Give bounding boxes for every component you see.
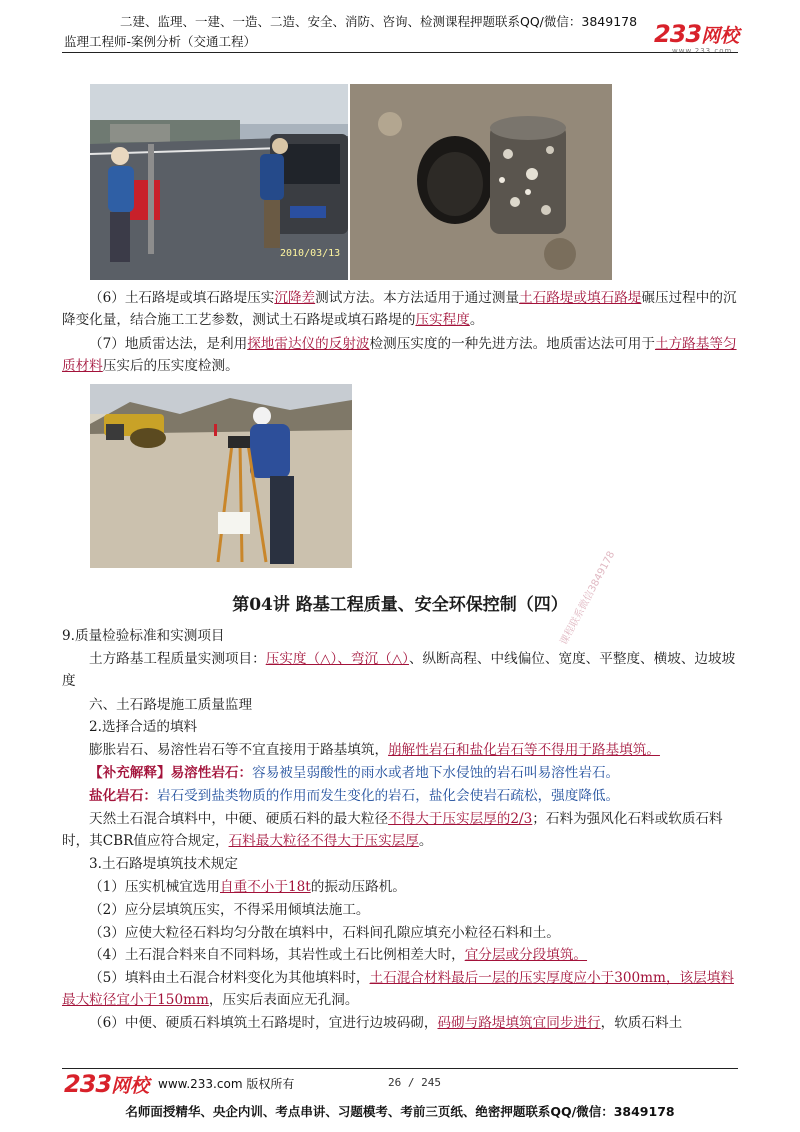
rule-item-2: （2）应分层填筑压实，不得采用倾填法施工。 [89,902,370,918]
photo-date-stamp: 2010/03/13 [280,248,341,259]
section-9-heading: 9.质量检验标准和实测项目 [62,628,225,644]
paragraph-supplement: 【补充解释】易溶性岩石：容易被呈弱酸性的雨水或者地下水侵蚀的岩石叫易溶性岩石。 [89,765,620,781]
keyword-homogeneous-material: 土方路基等匀质材料 [62,336,737,374]
brand-logo-footer [64,1070,149,1098]
brand-logo-header [654,20,740,55]
paragraph-measured-items: 土方路基工程质量实测项目：压实度（△）、弯沉（△）、纵断高程、中线偏位、宽度、平整度、横坡、边坡坡度 [62,651,736,689]
rule-item-3: （3）应使大粒径石料均匀分散在填料中，石料间孔隙应填充小粒径石料和土。 [89,925,560,941]
header-contact-line: 二建、监理、一建、一造、二造、安全、消防、咨询、检测课程押题联系QQ/微信：3849178 [120,14,638,29]
rule-item-5: （5）填料由土石混合材料变化为其他填料时，土石混合材料最后一层的压实厚度应小于300mm，该层填料最大粒径宜小于150mm，压实后表面应无孔洞。 [62,970,734,1008]
header-divider [62,52,738,53]
keyword-compaction-deflection: 压实度（△）、弯沉（△） [265,651,409,667]
keyword-disintegrating-rock: 崩解性岩石和盐化岩石等不得用于路基填筑。 [388,742,660,758]
keyword-layered-filling: 宜分层或分段填筑。 [464,947,588,963]
photo-core-drilling [90,84,348,280]
section-2-heading: 2.选择合适的填料 [89,719,198,735]
paragraph-settlement-method: （6）土石路堤或填石路堤压实沉降差测试方法。本方法适用于通过测量土石路堤或填石路堤碾压过程中的沉降变化量，结合施工工艺参数，测试土石路堤或填石路堤的压实程度。 [62,290,737,328]
term-salinized-rock: 盐化岩石： [89,788,157,804]
paragraph-fill-materials: 膨胀岩石、易溶性岩石等不宜直接用于路基填筑，崩解性岩石和盐化岩石等不得用于路基填筑。 [89,742,660,758]
supplement-tag: 【补充解释】 [89,765,171,781]
watermark: 课程联系微信3849178 [558,549,618,648]
section-6-heading: 六、土石路堤施工质量监理 [89,697,253,713]
keyword-earth-rock-embankment: 土石路堤或填石路堤 [519,290,642,306]
footer-logo-number: 233 [64,1070,112,1098]
keyword-two-thirds-layer: 不得大于压实层厚的2/3 [388,811,533,827]
keyword-radar-reflection: 探地雷达仪的反射波 [247,336,370,352]
photo-core-sample [350,84,612,280]
keyword-compaction-degree: 压实程度 [415,312,470,328]
section-3-heading: 3.土石路堤填筑技术规定 [89,856,238,872]
rule-item-6: （6）中便、硬质石料填筑土石路堤时，宜进行边坡码砌，码砌与路堤填筑宜同步进行，软质石料土 [89,1015,683,1031]
footer-logo-text: 网校 [111,1075,150,1097]
keyword-last-layer-thickness: 土石混合材料最后一层的压实厚度应小于300mm，该层填料最大粒径宜小于150mm [62,970,734,1008]
keyword-settlement-difference: 沉降差 [274,290,316,306]
photo-radar-survey [90,384,352,568]
logo-number: 233 [654,20,702,48]
paragraph-ground-radar: （7）地质雷达法，是利用探地雷达仪的反射波检测压实度的一种先进方法。地质雷达法可用于土方路基等匀质材料压实后的压实度检测。 [62,336,737,374]
document-subtitle: 监理工程师-案例分析（交通工程） [64,34,257,49]
keyword-roller-weight: 自重不小于18t [220,879,311,895]
rule-item-1: （1）压实机械宜选用自重不小于18t的振动压路机。 [89,879,406,895]
paragraph-salinized-rock: 盐化岩石：岩石受到盐类物质的作用而发生变化的岩石，盐化会使岩石疏松，强度降低。 [89,788,620,804]
term-soluble-rock: 易溶性岩石： [170,765,253,781]
footer-contact-line: 名师面授精华、央企内训、考点串讲、习题模考、考前三页纸、绝密押题联系QQ/微信：3849178 [125,1104,675,1119]
footer-copyright: www.233.com 版权所有 [158,1077,295,1091]
logo-url: www.233.com [672,47,733,55]
paragraph-particle-size: 天然土石混合填料中，中硬、硬质石料的最大粒径不得大于压实层厚的2/3；石料为强风化石料或软质石料时，其CBR值应符合规定，石料最大粒径不得大于压实层厚。 [62,811,723,849]
page-number: 26 / 245 [388,1076,441,1089]
keyword-masonry-sync: 码砌与路堤填筑宜同步进行 [437,1015,601,1031]
logo-text: 网校 [701,25,740,47]
keyword-max-particle: 石料最大粒径不得大于压实层厚 [228,833,419,849]
lecture-title: 第04讲 路基工程质量、安全环保控制（四） [232,595,568,615]
footer-divider [62,1068,738,1069]
rule-item-4: （4）土石混合料来自不同料场，其岩性或土石比例相差大时，宜分层或分段填筑。 [89,947,588,963]
